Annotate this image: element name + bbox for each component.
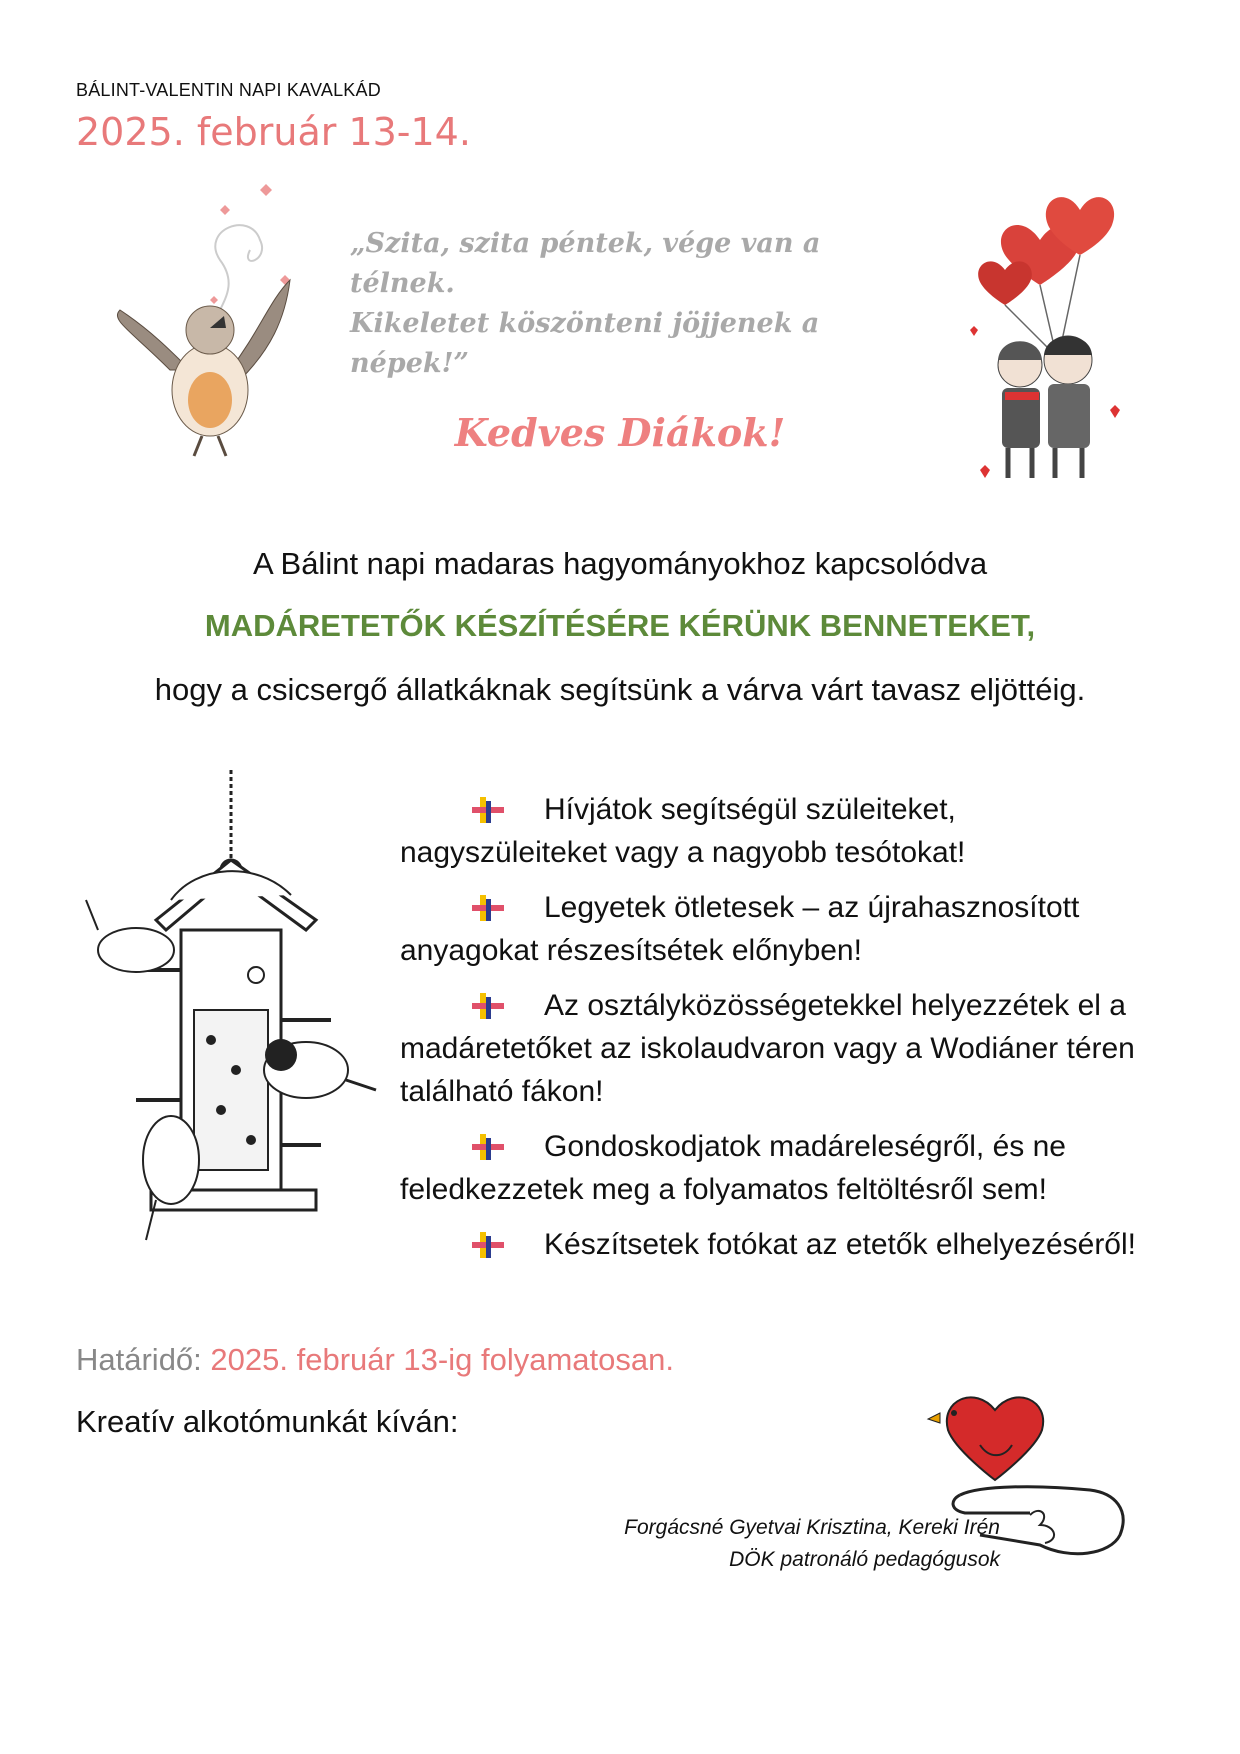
list-item-first-line: Az osztályközösségetekkel helyezzétek el a	[544, 989, 1126, 1022]
deadline-value: 2025. február 13-ig folyamatosan.	[210, 1342, 674, 1377]
bullet-cross-icon	[470, 991, 506, 1021]
bird-feeder-illustration	[76, 770, 386, 1260]
list-item-rest: anyagokat részesítsétek előnyben!	[400, 934, 862, 967]
signature	[624, 1512, 1000, 1576]
singing-bird-illustration	[110, 160, 310, 490]
deadline	[76, 1342, 674, 1378]
bullet-cross-icon	[470, 1230, 506, 1260]
bullet-cross-icon	[470, 893, 506, 923]
event-date: 2025. február 13-14.	[76, 110, 471, 154]
list-item-first-line: Gondoskodjatok madáreleségről, és ne	[544, 1130, 1066, 1163]
quote	[350, 224, 910, 384]
quote-line-2: Kikeletet köszönteni jöjjenek a népek!”	[350, 308, 820, 379]
list-item-first-line: Hívjátok segítségül szüleiteket,	[544, 793, 956, 826]
bullet-cross-icon	[470, 1132, 506, 1162]
couple-balloons-illustration	[960, 170, 1140, 500]
quote-line-1: „Szita, szita péntek, vége van a télnek.	[350, 228, 821, 299]
list-item	[400, 1125, 1180, 1211]
list-item	[400, 788, 1180, 874]
intro-line-1: A Bálint napi madaras hagyományokhoz kapcsolódva	[252, 546, 988, 581]
instruction-list	[400, 788, 1180, 1278]
signature-role: DÖK patronáló pedagógusok	[729, 1548, 1000, 1571]
list-item	[400, 984, 1180, 1113]
intro-line-2: MADÁRETETŐK KÉSZÍTÉSÉRE KÉRÜNK BENNETEKET,	[204, 608, 1036, 643]
event-title: BÁLINT-VALENTIN NAPI KAVALKÁD	[76, 80, 381, 100]
list-item-first-line: Legyetek ötletesek – az újrahasznosított	[544, 891, 1080, 924]
greeting: Kedves Diákok!	[454, 410, 786, 455]
list-item-first-line: Készítsetek fotókat az etetők elhelyezéséről!	[544, 1228, 1136, 1261]
list-item	[400, 886, 1180, 972]
signature-names: Forgácsné Gyetvai Krisztina, Kereki Irén	[624, 1516, 1000, 1539]
closing-wish: Kreatív alkotómunkát kíván:	[76, 1404, 459, 1439]
intro-line-3: hogy a csicsergő állatkáknak segítsünk a várva várt tavasz eljöttéig.	[154, 672, 1086, 707]
list-item-rest: madáretetőket az iskolaudvaron vagy a Wodiáner téren található fákon!	[400, 1032, 1135, 1108]
list-item-rest: nagyszüleiteket vagy a nagyobb tesótokat!	[400, 836, 966, 869]
bullet-cross-icon	[470, 795, 506, 825]
deadline-label: Határidő:	[76, 1342, 211, 1377]
list-item	[400, 1223, 1180, 1266]
list-item-rest: feledkezzetek meg a folyamatos feltöltésről sem!	[400, 1173, 1047, 1206]
